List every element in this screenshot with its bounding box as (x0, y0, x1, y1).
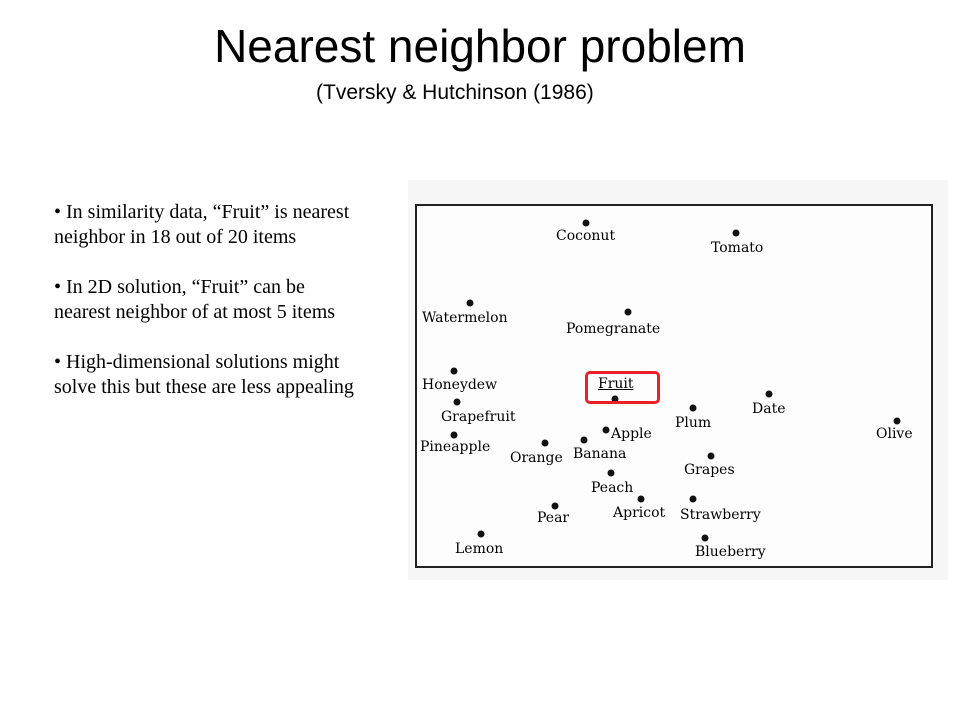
point-label-olive: Olive (876, 426, 913, 442)
point-label-watermelon: Watermelon (422, 310, 508, 326)
point-plum-marker (690, 405, 697, 412)
point-blueberry-marker (702, 535, 709, 542)
point-label-pear: Pear (537, 510, 570, 526)
bullet-text: High-dimensional solutions might solve this but these are less appealing (54, 351, 354, 398)
bullet-icon: • (54, 351, 62, 373)
point-label-pineapple: Pineapple (420, 439, 491, 455)
bullet-icon: • (54, 276, 62, 298)
point-label-grapefruit: Grapefruit (441, 409, 516, 425)
point-orange-marker (542, 440, 549, 447)
point-label-banana: Banana (573, 446, 627, 462)
point-label-apple: Apple (611, 426, 652, 442)
point-label-blueberry: Blueberry (695, 544, 766, 560)
bullet-list (54, 200, 364, 425)
point-date-marker (766, 391, 773, 398)
point-pear-marker (552, 503, 559, 510)
point-grapes-marker (708, 453, 715, 460)
point-lemon-marker (478, 531, 485, 538)
point-label-pomegranate: Pomegranate (566, 321, 661, 337)
point-coconut-marker (583, 220, 590, 227)
bullet-text: In 2D solution, “Fruit” can be nearest neighbor of at most 5 items (54, 276, 336, 323)
point-label-coconut: Coconut (556, 228, 616, 244)
bullet-item (54, 200, 364, 250)
point-label-fruit: Fruit (598, 376, 634, 392)
fruit-highlight-box (585, 371, 660, 404)
bullet-item (54, 350, 364, 400)
point-label-strawberry: Strawberry (680, 507, 761, 523)
point-apricot-marker (638, 496, 645, 503)
point-label-grapes: Grapes (684, 462, 735, 478)
point-pineapple-marker (451, 432, 458, 439)
slide-title: Nearest neighbor problem (214, 20, 746, 72)
point-label-date: Date (752, 401, 786, 417)
bullet-icon: • (54, 201, 62, 223)
point-tomato-marker (733, 230, 740, 237)
point-label-apricot: Apricot (613, 505, 666, 521)
point-grapefruit-marker (454, 399, 461, 406)
point-banana-marker (581, 437, 588, 444)
point-olive-marker (894, 418, 901, 425)
point-apple-marker (603, 427, 610, 434)
point-strawberry-marker (690, 496, 697, 503)
point-label-tomato: Tomato (711, 240, 764, 256)
bullet-item (54, 275, 364, 325)
point-label-honeydew: Honeydew (422, 377, 498, 393)
point-label-lemon: Lemon (455, 541, 504, 557)
point-label-orange: Orange (510, 450, 563, 466)
point-watermelon-marker (467, 300, 474, 307)
point-honeydew-marker (451, 368, 458, 375)
point-peach-marker (608, 470, 615, 477)
bullet-text: In similarity data, “Fruit” is nearest neighbor in 18 out of 20 items (54, 201, 350, 248)
slide-subtitle: (Tversky & Hutchinson (1986) (316, 81, 594, 104)
point-pomegranate-marker (625, 309, 632, 316)
point-label-peach: Peach (591, 480, 634, 496)
point-label-plum: Plum (675, 415, 712, 431)
